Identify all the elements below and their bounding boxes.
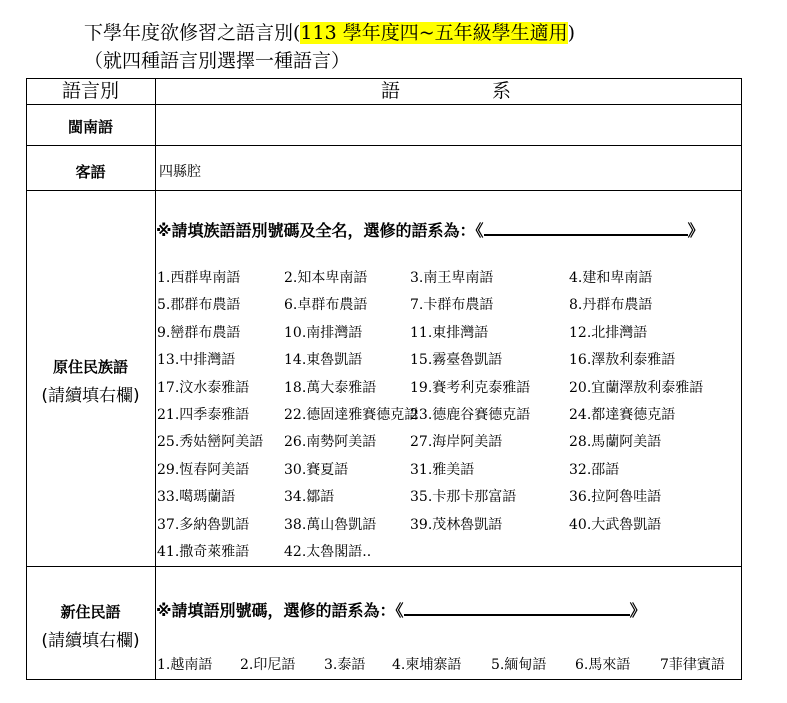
indigenous-language-item: 34.鄒語 (284, 489, 335, 506)
header-dialect-a: 語 (381, 80, 401, 102)
indigenous-language-item: 22.德固達雅賽德克語 (284, 407, 419, 423)
newimmigrant-prompt (156, 598, 646, 621)
indigenous-prompt-text: ※請填族語語別號碼及全名，選修的語系為：《 (156, 221, 484, 240)
indigenous-answer-blank[interactable] (484, 220, 688, 236)
indigenous-language-item: 2.知本卑南語 (284, 270, 368, 286)
label-hakka: 客語 (75, 163, 106, 181)
indigenous-language-item: 33.噶瑪蘭語 (157, 489, 236, 506)
newimmigrant-language-item: 3.泰語 (324, 657, 366, 673)
indigenous-language-item: 29.恆春阿美語 (157, 461, 250, 478)
title-text: 下學年度欲修習之語言別( (84, 22, 301, 44)
indigenous-language-item: 28.馬蘭阿美語 (569, 434, 662, 451)
form-title (84, 18, 575, 45)
row-divider (26, 566, 742, 567)
indigenous-language-item: 36.拉阿魯哇語 (569, 489, 662, 506)
column-divider (155, 78, 156, 680)
indigenous-language-item: 40.大武魯凱語 (569, 516, 662, 533)
label-newimmigrant: 新住民語 (60, 603, 121, 621)
indigenous-language-item: 19.賽考利克泰雅語 (410, 379, 531, 396)
title-close: ) (567, 22, 576, 44)
indigenous-language-item: 12.北排灣語 (569, 324, 648, 341)
indigenous-language-item: 10.南排灣語 (284, 324, 363, 341)
indigenous-language-item: 41.撒奇萊雅語 (157, 544, 250, 560)
indigenous-language-item: 20.宜蘭澤敖利泰雅語 (569, 379, 704, 396)
table-border-bottom (26, 679, 742, 680)
table-border-right (741, 78, 742, 680)
header-language: 語言別 (61, 80, 119, 102)
indigenous-language-item: 13.中排灣語 (157, 352, 236, 369)
highlighted-grade-note: 113 學年度四~五年級學生適用 (300, 22, 568, 44)
header-dialect-b: 系 (492, 80, 512, 102)
minnan-value-cell[interactable] (156, 105, 741, 145)
newimmigrant-language-item: 5.緬甸語 (491, 657, 547, 673)
indigenous-language-item: 1.西群卑南語 (157, 270, 241, 286)
indigenous-language-item: 9.巒群布農語 (157, 324, 241, 341)
indigenous-language-item: 5.郡群布農語 (157, 297, 241, 314)
newimmigrant-language-item: 7菲律賓語 (660, 657, 725, 673)
label-minnan: 閩南語 (67, 118, 113, 136)
row-divider (26, 145, 742, 146)
indigenous-language-item: 23.德鹿谷賽德克語 (410, 407, 531, 423)
indigenous-language-item: 31.雅美語 (410, 461, 475, 478)
indigenous-language-item: 6.卓群布農語 (284, 297, 368, 314)
indigenous-language-item: 3.南王卑南語 (410, 270, 494, 286)
indigenous-language-item: 42.太魯閣語.. (284, 544, 372, 560)
indigenous-language-item: 18.萬大泰雅語 (284, 379, 377, 396)
indigenous-language-item: 17.汶水泰雅語 (157, 379, 250, 396)
indigenous-language-item: 16.澤敖利泰雅語 (569, 352, 676, 369)
header-dialect (156, 78, 742, 104)
indigenous-language-item: 8.丹群布農語 (569, 297, 653, 314)
label-indigenous-note: (請續填右欄) (41, 386, 140, 406)
newimmigrant-prompt-close: 》 (629, 601, 646, 620)
indigenous-language-item: 27.海岸阿美語 (410, 434, 503, 451)
indigenous-language-item: 30.賽夏語 (284, 461, 349, 478)
newimmigrant-answer-blank[interactable] (404, 600, 630, 616)
hakka-dialect-value: 四縣腔 (159, 164, 201, 180)
indigenous-language-item: 37.多納魯凱語 (157, 516, 250, 533)
indigenous-language-item: 11.東排灣語 (410, 324, 489, 341)
indigenous-language-item: 7.卡群布農語 (410, 297, 494, 314)
indigenous-language-item: 39.茂林魯凱語 (410, 516, 503, 533)
indigenous-language-item: 25.秀姑巒阿美語 (157, 434, 264, 451)
newimmigrant-language-item: 1.越南語 (157, 657, 213, 673)
label-newimmigrant-note: (請續填右欄) (41, 631, 140, 651)
form-subtitle: （就四種語言別選擇一種語言） (84, 50, 351, 72)
newimmigrant-language-item: 2.印尼語 (240, 657, 296, 673)
language-table (26, 78, 742, 680)
indigenous-language-item: 24.都達賽德克語 (569, 407, 676, 423)
row-divider (26, 190, 742, 191)
label-indigenous: 原住民族語 (52, 358, 128, 376)
indigenous-language-item: 26.南勢阿美語 (284, 434, 377, 451)
indigenous-language-item: 21.四季泰雅語 (157, 407, 250, 423)
newimmigrant-language-item: 6.馬來語 (575, 657, 631, 673)
indigenous-prompt-close: 》 (687, 221, 704, 240)
indigenous-language-item: 15.霧臺魯凱語 (410, 352, 503, 369)
indigenous-prompt (156, 218, 704, 241)
newimmigrant-language-item: 4.柬埔寨語 (392, 657, 462, 673)
indigenous-language-item: 14.東魯凱語 (284, 352, 363, 369)
indigenous-language-item: 38.萬山魯凱語 (284, 516, 377, 533)
indigenous-language-item: 32.邵語 (569, 461, 620, 478)
newimmigrant-prompt-text: ※請填語別號碼，選修的語系為：《 (156, 601, 404, 620)
indigenous-language-item: 35.卡那卡那富語 (410, 489, 517, 506)
indigenous-language-item: 4.建和卑南語 (569, 270, 653, 286)
